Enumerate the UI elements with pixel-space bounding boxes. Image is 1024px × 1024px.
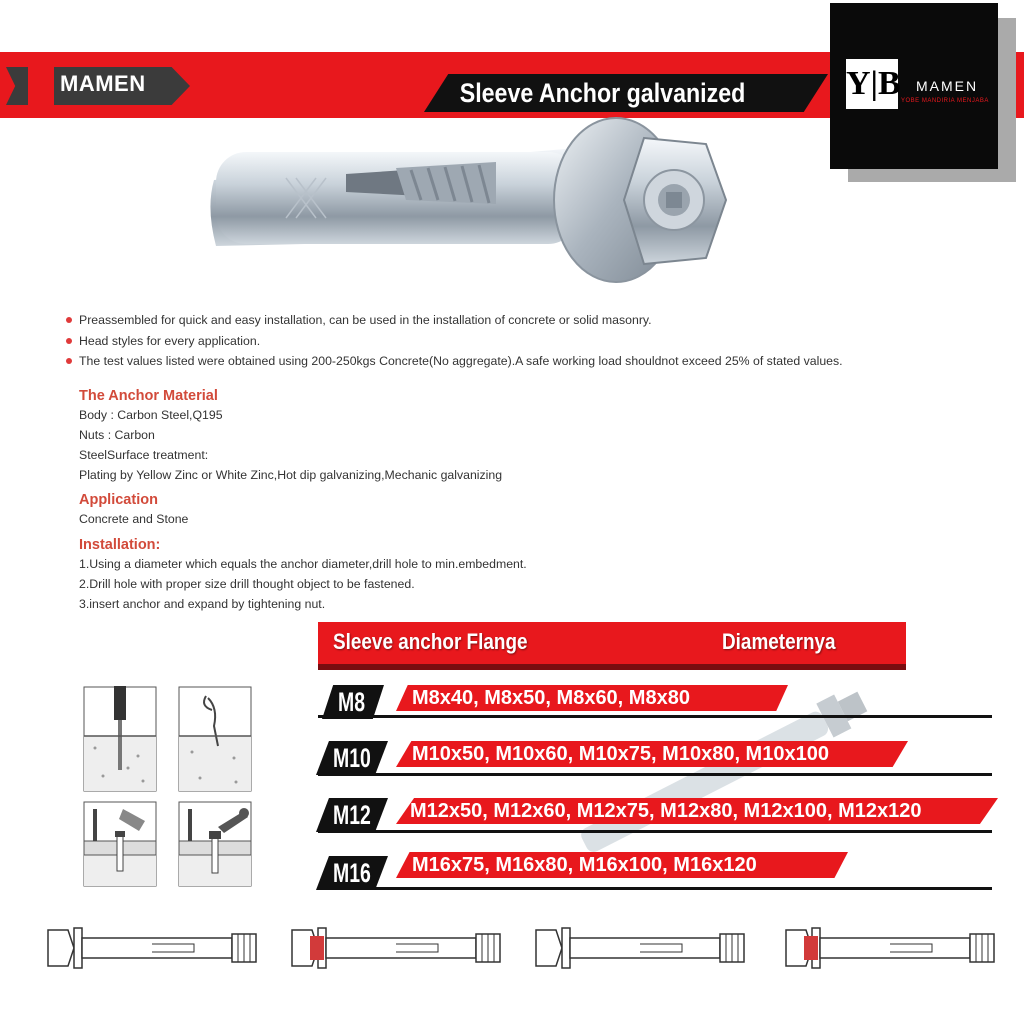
logo-tagline: YOBE MANDIRIA MENJABA bbox=[901, 98, 989, 104]
material-line: Nuts : Carbon bbox=[79, 428, 155, 442]
list-item: Preassembled for quick and easy installation, can be used in the installation of concrete or solid masonry. bbox=[66, 310, 966, 331]
row-rule bbox=[318, 830, 992, 833]
anchor-diagram-icon bbox=[44, 924, 260, 972]
insert-anchor-icon bbox=[83, 791, 157, 897]
size-values: M8x40, M8x50, M8x60, M8x80 bbox=[412, 687, 690, 709]
size-values: M10x50, M10x60, M10x75, M10x80, M10x100 bbox=[412, 743, 829, 765]
size-label: M12 bbox=[333, 800, 371, 830]
clean-hole-icon bbox=[178, 686, 252, 792]
size-label: M10 bbox=[333, 743, 371, 773]
page-title: Sleeve Anchor galvanized bbox=[459, 78, 746, 108]
list-item: Head styles for every application. bbox=[66, 331, 966, 352]
tighten-nut-icon bbox=[178, 791, 252, 897]
sleeve-anchor-photo-icon bbox=[196, 108, 736, 288]
list-item: The test values listed were obtained using 200-250kgs Concrete(No aggregate).A safe working load shouldnot exceed 25% of stated values. bbox=[66, 351, 966, 372]
row-rule bbox=[318, 773, 992, 776]
size-values: M12x50, M12x60, M12x75, M12x80, M12x100, M12x120 bbox=[410, 800, 922, 822]
drill-hole-icon bbox=[83, 686, 157, 792]
anchor-diagram-icon bbox=[288, 924, 504, 972]
size-label: M16 bbox=[333, 858, 371, 888]
material-heading: The Anchor Material bbox=[79, 388, 218, 404]
material-line: Body : Carbon Steel,Q195 bbox=[79, 408, 223, 422]
application-heading: Application bbox=[79, 492, 158, 508]
brand-name: MAMEN bbox=[60, 71, 146, 96]
application-text: Concrete and Stone bbox=[79, 512, 189, 526]
anchor-diagram-icon bbox=[782, 924, 998, 972]
size-table-header-left: Sleeve anchor Flange bbox=[333, 629, 528, 654]
brand-tab-accent bbox=[28, 67, 54, 105]
installation-heading: Installation: bbox=[79, 537, 161, 553]
logo-name: MAMEN bbox=[916, 78, 979, 94]
anchor-diagram-icon bbox=[532, 924, 748, 972]
size-values: M16x75, M16x80, M16x100, M16x120 bbox=[412, 854, 757, 876]
size-label: M8 bbox=[338, 687, 366, 717]
size-table-header-shadow bbox=[318, 664, 906, 670]
installation-step: 3.insert anchor and expand by tightening nut. bbox=[79, 597, 326, 611]
feature-list bbox=[66, 310, 966, 372]
installation-step: 1.Using a diameter which equals the anchor diameter,drill hole to min.embedment. bbox=[79, 557, 527, 571]
material-line: SteelSurface treatment: bbox=[79, 448, 209, 462]
installation-step: 2.Drill hole with proper size drill thought object to be fastened. bbox=[79, 577, 415, 591]
material-line: Plating by Yellow Zinc or White Zinc,Hot dip galvanizing,Mechanic galvanizing bbox=[79, 468, 503, 482]
row-rule bbox=[318, 715, 992, 718]
size-table-header-right: Diameternya bbox=[722, 629, 836, 654]
row-rule bbox=[318, 887, 992, 890]
logo-mark: Y|B bbox=[846, 59, 898, 109]
